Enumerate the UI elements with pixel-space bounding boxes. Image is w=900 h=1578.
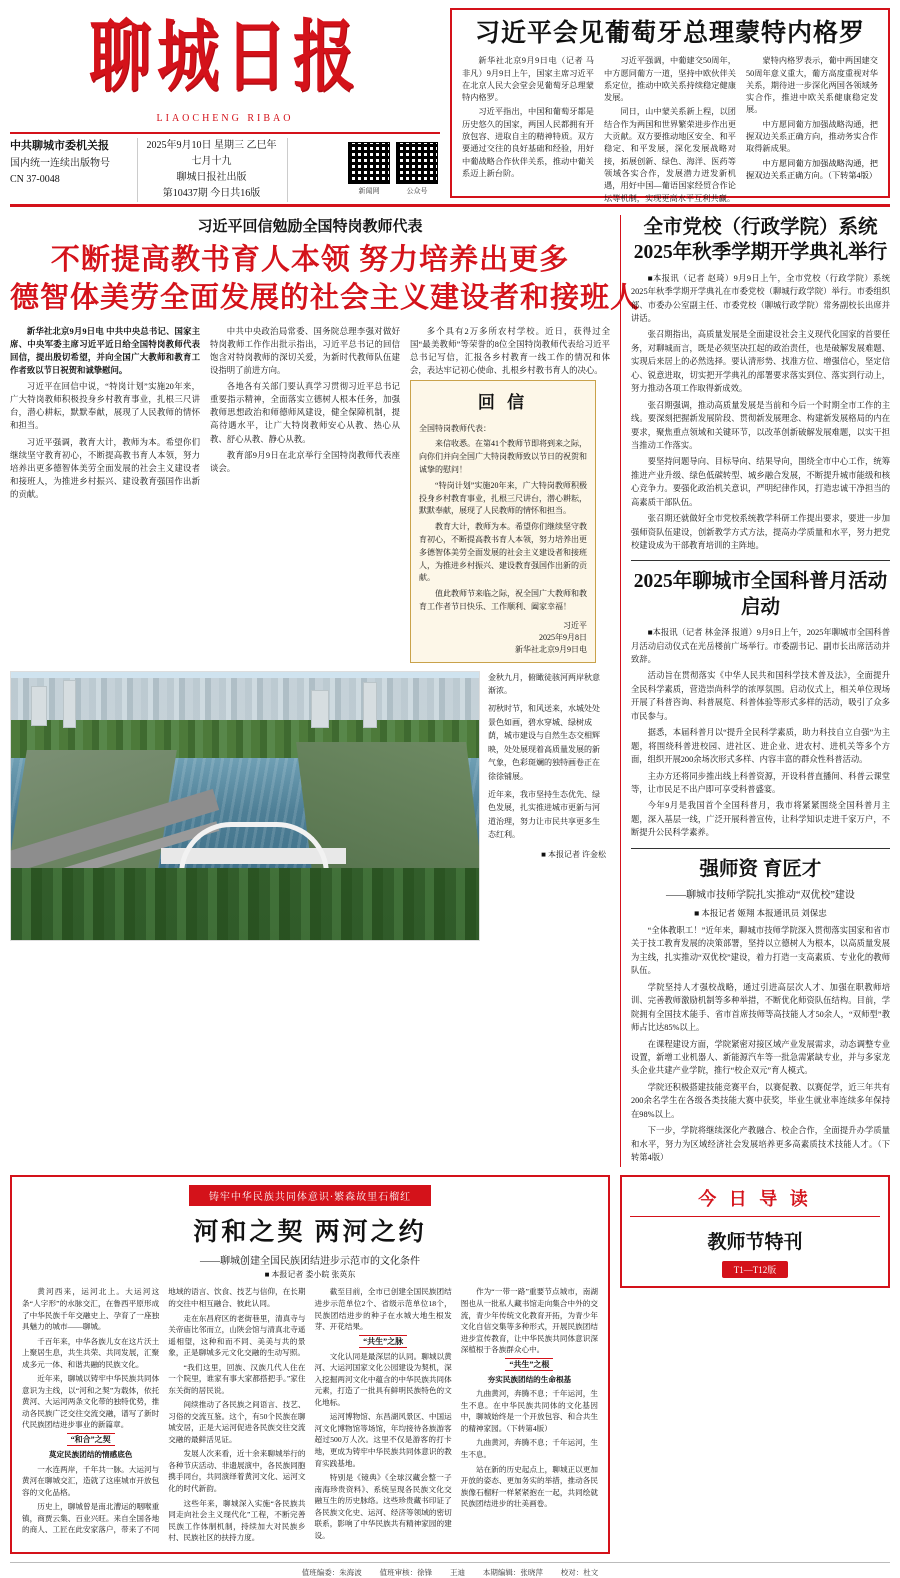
paragraph: “特岗计划”实施20年来，广大特岗教师积极投身乡村教育事业，扎根三尺讲台，潜心耕耘，默默奉献，展现了人民教师的情怀和担当。: [419, 480, 587, 516]
paragraph: ■本报讯（记者 赵琦）9月9日上午，全市党校（行政学院）系统2025年秋季学期开学典礼在市委党校（聊城行政学院）举行。市委组织部、市委办公室副主任、市委党校（聊城行政学院）常务副校长出席并讲话。: [631, 273, 890, 323]
footer-reviewer: 值班审核：徐锋: [379, 1567, 433, 1577]
masthead-intl-code: 国内统一连续出版物号: [10, 157, 110, 169]
paragraph: 活动旨在贯彻落实《中华人民共和国科学技术普及法》，全面提升全民科学素质，营造崇尚科学的浓厚氛围。启动仪式上，相关单位现场开展了科普咨询、科普展览、科普体验等形式多样的活动，吸引了众多市民参与。: [631, 671, 890, 721]
paragraph: 发展人次来看，近十余来聊城举行的各种节庆活动、非遗展演中，各民族同胞携手同台，共同演绎着黄河文化、运河文化的时代新韵。: [168, 1449, 306, 1493]
jump-note: 中方愿同葡方加强战略沟通，把握双边关系正确方向。（下转第4版）: [746, 158, 878, 180]
top-story-body: [462, 55, 878, 205]
masthead: [10, 8, 890, 203]
story3-body: [631, 924, 890, 1164]
feature-section-2-label: “共生”之脉: [359, 1335, 407, 1348]
today-guide: [620, 1175, 890, 1553]
paragraph: 习近平强调，教育大计，教师为本。希望你们继续坚守教育初心，不断提高教书育人本领，努力培养出更多德智体美劳全面发展的社会主义建设者和接班人，为推进乡村振兴、建设教育强国作出新的贡献。: [10, 437, 200, 499]
masthead-issue: 第10437期: [162, 188, 208, 200]
paragraph: 新华社北京9月9日电（记者 马非凡）9月9日上午，国家主席习近平在北京人民大会堂会见葡萄牙总理蒙特内格罗。: [462, 56, 594, 103]
feature-byline: ■ 本报记者 娄小皖 张英东: [264, 1270, 356, 1280]
paragraph: 截至目前，全市已创建全国民族团结进步示范单位2个、省级示范单位18个，民族团结进步的种子在水城大地生根发芽、开花结果。: [314, 1287, 452, 1332]
feature-ribbon-label: 铸牢中华民族共同体意识·繁森故里石榴红: [189, 1185, 431, 1206]
paragraph: 值此教师节来临之际，祝全国广大教师和教育工作者节日快乐、工作顺利、阖家幸福！: [419, 589, 587, 611]
paragraph: 特别是《镜典》《全球汉藏会整一子南海珍贵资料》、系统呈现各民族文化交融互生的历史脉络。这些珍贵藏书印证了各民族文化史、运河、经济等领域的密切联系，影响了中华民族共有精神家园的建设。: [314, 1473, 452, 1540]
paragraph: 文化认同是最深层的认同。聊城以黄河、大运河国家文化公园建设为契机，深入挖掘两河文化中蕴含的中华民族共同体元素，打造了一批具有鲜明民族特色的文化地标。: [314, 1351, 452, 1407]
feature-section-1: [22, 1434, 159, 1446]
paragraph: 主办方还将同步推出线上科普资源，开设科普直播间、科普云课堂等，让市民足不出户即可享受科普盛宴。: [631, 771, 890, 794]
masthead-pages: 今日共16版: [210, 188, 261, 200]
paragraph: 间续推动了各民族之间语言、技艺、习俗的交流互鉴。这个，有50个民族在聊城安居，正是大运河促进各民族交往交流交融的最鲜活见证。: [168, 1400, 306, 1444]
paragraph: 黄河西来，运河北上。大运河这条“人字形”的水脉交汇，在鲁西平原形成了中华民族千年交融史上、孕育了一座独具魅力的城市——聊城。: [22, 1287, 160, 1332]
masthead-date-block: [138, 138, 288, 202]
story3-subtitle: ——聊城市技师学院扎实推动“双优校”建设: [666, 890, 855, 902]
headline-line-1: 不断提高教书育人本领 努力培养出更多: [50, 244, 570, 276]
paragraph: 来信收悉。在第41个教师节即将到来之际，向你们并向全国广大特岗教师致以节日的祝贺和诚挚的慰问！: [419, 439, 587, 475]
reply-letter-title: 回 信: [477, 393, 529, 413]
masthead-divider: [10, 132, 440, 134]
guide-box[interactable]: [620, 1175, 890, 1288]
reply-source: 新华社北京9月9日电: [515, 644, 587, 654]
paragraph: 要坚持问题导向、目标导向、结果导向，围绕全市中心工作，统筹推进产业升级、绿色低碳转型、城乡融合发展，不断提升城市能级和核心竞争力。要强化政治机关意识，严明纪律作风，打造忠诚干净担当的高素质干部队伍。: [631, 457, 890, 507]
qr-caption: 新闻网: [358, 187, 380, 195]
qr-news-site[interactable]: [348, 142, 390, 196]
right-divider-1: [631, 560, 890, 561]
paragraph: 蒙特内格罗表示，葡中两国建交50周年意义重大，葡方高度重视对华关系，期待进一步深化两国各领域务实合作，推进中欧关系健康稳定发展。: [746, 56, 878, 115]
paragraph: 教育大计，教师为本。希望你们继续坚守教育初心，不断提高教书育人本领，努力培养出更多德智体美劳全面发展的社会主义建设者和接班人，为推进乡村振兴、建设教育强国作出新的贡献。: [419, 522, 587, 583]
paragraph: 运河博物馆、东昌湖风景区、中国运河文化博物馆等场馆，年均接待各族游客超过500万人次。这里不仅是游客的打卡地，更成为铸牢中华民族共同体意识的教育实践基地。: [314, 1412, 452, 1468]
top-story: [450, 8, 890, 203]
paragraph: 教育部9月9日在北京举行全国特岗教师代表座谈会。: [210, 450, 400, 473]
paragraph: 张召期指出，高质量发展是全面建设社会主义现代化国家的首要任务，对聊城而言，既是必须坚决扛起的政治责任，也是破解发展难题、实现后来居上的必然选择。要认清形势、找准方位、增强信心，坚定信心、锐意进取，切实把开学典礼的部署要求落实到位、落实到行动上，努力推动各项工作取得新成效。: [631, 330, 890, 394]
story2-body: [631, 626, 890, 840]
paragraph: 近年来，聊城以铸牢中华民族共同体意识为主线，以“河和之契”为载体，依托黄河、大运河两条文化带的独特优势，推动各民族广泛交往交流交融，谱写了新时代民族团结进步事业的新篇章。: [22, 1374, 160, 1430]
feature-section-3: [461, 1359, 598, 1371]
paragraph: 多个具有2万多所农村学校。近日，获得过全国“最美教师”等荣誉的8位全国特岗教师代表给习近平总书记写信，汇报各乡村教育一线工作的情况和体会，表达牢记初心使命、扎根乡村教书育人的决心。: [410, 327, 610, 376]
feature-section-1-label: “和合”之契: [67, 1433, 115, 1446]
aerial-river-photo: [10, 671, 480, 941]
reply-date: 2025年9月8日: [539, 632, 587, 642]
qr-code-icon[interactable]: [396, 142, 438, 184]
paragraph: 历史上，聊城曾是南北漕运的咽喉重镇，商贾云集、百业兴旺。来自全国各地的商人、工匠在此安家落户，带来了不同地域的语言、饮食、技艺与信仰，在长期的交往中相互融合、彼此认同。: [22, 1287, 306, 1535]
paragraph: 习近平指出，中国和葡萄牙都是历史悠久的国家，两国人民都拥有开放包容、进取自主的精神特质。双方要通过交往的良好基础和经验，用好中葡战略合作伙伴关系，推动中葡关系迈上新台阶。: [462, 107, 594, 178]
paragraph: 习近平在回信中说，“特岗计划”实施20年来，广大特岗教师积极投身乡村教育事业，扎根三尺讲台，潜心耕耘，默默奉献，展现了人民教师的情怀和担当。: [10, 382, 200, 431]
photo-skyline: [11, 678, 479, 726]
caption-line: 金秋九月，俯瞰徒骇河两岸秋意渐浓。: [488, 672, 600, 696]
bottom-section: [10, 1175, 890, 1553]
right-column: [620, 215, 890, 1167]
masthead-lunar: 乙巳年七月十九: [191, 140, 277, 168]
feature-body: [22, 1286, 598, 1543]
paragraph: 今年9月是我国首个全国科普月，我市将紧紧围绕全国科普月主题，深入基层一线，广泛开展科普宣传，让科学知识走进千家万户，不断提升公民科学素养。: [631, 801, 890, 838]
reply-letter-box: [410, 380, 596, 662]
right-story-3: [631, 857, 890, 1165]
qr-caption: 公众号: [406, 187, 428, 195]
masthead-org: 中共聊城市委机关报: [10, 140, 109, 153]
paragraph: 新华社北京9月9日电 中共中央总书记、国家主席、中央军委主席习近平近日给全国特岗教师代表回信，提出殷切希望，并向全国广大教师和教育工作者致以节日祝贺和诚挚慰问。: [10, 327, 200, 376]
footer-editor-duty: 值班编委：朱海波: [301, 1567, 362, 1577]
feature-subtitle: ——聊城创建全国民族团结进步示范市的文化条件: [200, 1256, 420, 1268]
story2-title: 2025年聊城市全国科普月活动启动: [633, 571, 888, 618]
footer-proofreader: 校对：杜文: [560, 1567, 599, 1577]
reply-signer: 习近平: [563, 620, 587, 630]
paragraph: 中共中央政治局常委、国务院总理李强对做好特岗教师工作作出批示指出，习近平总书记的回信饱含对特岗教师的深切关爱，为新时代教师队伍建设指明了前进方向。: [210, 327, 400, 376]
caption-line: 近年来，我市坚持生态优先、绿色发展，扎实推进城市更新与河道治理，努力让市民共享更多生态红利。: [488, 789, 600, 840]
masthead-cn: CN 37-0048: [10, 173, 60, 185]
paragraph: 一水连两岸，千年共一脉。大运河与黄河在聊城交汇，造就了这座城市开放包容的文化品格。: [22, 1464, 160, 1497]
guide-item[interactable]: 教师节特刊: [707, 1232, 803, 1254]
caption-line: 初秋时节，和风送来，水城处处景色如画，碧水穿城、绿树成荫，城市建设与自然生态交相辉映，处处展现着高质量发展的新气象，色彩斑斓的独特画卷正在徐徐铺展。: [488, 703, 600, 781]
masthead-date: 2025年9月10日: [146, 140, 212, 152]
guide-pages-badge: T1—T12版: [722, 1261, 789, 1278]
lead-headline: [10, 242, 641, 317]
photo-building: [31, 686, 47, 726]
newspaper-logo-pinyin: LIAOCHENG RIBAO: [156, 113, 294, 125]
paragraph: 张召期强调，推动高质量发展是当前和今后一个时期全市工作的主线。要深刻把握新发展阶段、贯彻新发展理念、构建新发展格局的内在要求，聚焦重点领域和关键环节，以改革创新破解发展难题，以实干担当推动工作落实。: [631, 400, 890, 450]
photo-building: [63, 680, 76, 728]
paragraph: “全体教职工！”近年来，聊城市技师学院深入贯彻落实国家和省市关于技工教育发展的决策部署，坚持以立德树人为根本，以高质量发展为主线，扎实推动“双优校”建设，着力打造一支高素质、专业化的教师队伍。: [631, 926, 890, 976]
newspaper-logo: 聊城日报: [88, 15, 361, 101]
story1-title-line1: 全市党校（行政学院）系统: [643, 217, 878, 238]
feature-article: [10, 1175, 610, 1553]
paragraph: 据悉，本届科普月以“提升全民科学素质，助力科技自立自强”为主题，将围绕科普进校园、进社区、进企业、进农村、进机关等多个方面，组织开展200余场次形式多样、内容丰富的群众性科普活动。: [631, 728, 890, 765]
paragraph: “我们这里，回族、汉族几代人住在一个院里，谁家有事大家都搭把手。”家住东关街的居民说。: [168, 1362, 306, 1395]
paragraph: 在课程建设方面，学院紧密对接区域产业发展需求，动态调整专业设置，新增工业机器人、新能源汽车等一批急需紧缺专业，并与多家龙头企业共建产业学院，推行“校企双元”育人模式。: [631, 1039, 890, 1076]
reply-signature: [419, 620, 587, 656]
lead-body: [10, 325, 610, 662]
masthead-weekday: 星期三: [214, 140, 244, 152]
paragraph: 下一步，学院将继续深化产教融合、校企合作，全面提升办学质量和水平，努力为区域经济社会发展培养更多高素质技术技能人才。（下转第4版）: [631, 1126, 890, 1163]
paragraph: 站在新的历史起点上，聊城正以更加开放的姿态、更加务实的举措，推动各民族像石榴籽一样紧紧抱在一起，共同绘就民族团结进步的壮美画卷。: [460, 1464, 598, 1509]
photo-block: [10, 671, 610, 941]
paragraph: 习近平强调，中葡建交50周年，中方愿同葡方一道，坚持中欧伙伴关系定位，推动中欧关系持续稳定健康发展。: [604, 56, 736, 103]
footer-editor: 本期编辑：张晓萍: [482, 1567, 543, 1577]
paragraph: 各地各有关部门要认真学习贯彻习近平总书记重要指示精神，全面落实立德树人根本任务，加强教师思想政治和师德师风建设，健全保障机制，提高待遇水平，让广大特岗教师安心从教、热心从教、舒心从教、静心从教。: [210, 382, 400, 444]
paragraph: 学院坚持人才强校战略，通过引进高层次人才、加强在职教师培训、完善教师激励机制等多种举措，不断优化师资队伍结构。目前，学院拥有全国技术能手、省市首席技师等高技能人才50余人，“双师型”教师占比达85%以上。: [631, 982, 890, 1033]
feature-section-2: [315, 1336, 452, 1348]
guide-divider: [630, 1216, 880, 1217]
footer-reviewer-2: 王迪: [450, 1567, 465, 1577]
paragraph: 九曲黄河，奔腾不息；千年运河，生生不息。: [460, 1438, 598, 1459]
paragraph: 同日，山中蒙关系新上程，以团结合作为两国和世界繁荣进步作出更大贡献。双方要推动地区安全、和平稳定、和平发展，深化发展战略对接，拓展创新、绿色、海洋、医药等领域各实合作，发展潜力迸发新机遇，用好中国—葡语国家经贸合作论坛等机制，实现更高水平互利共赢。: [604, 107, 736, 203]
story3-title: 强师资 育匠才: [699, 858, 822, 880]
paragraph: 九曲黄河，奔腾不息；千年运河，生生不息。在中华民族共同体的文化基因中，聊城始终是一个开放包容、和合共生的精神家园。（下转第4版）: [460, 1389, 598, 1433]
photo-building: [363, 682, 377, 728]
paragraph: ■本报讯（记者 林金泽 报道）9月9日上午，2025年聊城市全国科普月活动启动仪式在光岳楼前广场举行。市委副书记、副市长出席活动并致辞。: [631, 628, 890, 664]
paragraph: 全国特岗教师代表：: [419, 423, 491, 433]
photo-foreground-trees: [11, 868, 479, 940]
lead-col-3: [410, 325, 610, 662]
photo-credit: ■ 本报记者 许金松: [541, 849, 606, 859]
masthead-org-block: [10, 138, 138, 202]
qr-code-icon[interactable]: [348, 142, 390, 184]
feature-section-1-deck: 莫定民族团结的情感底色: [48, 1450, 133, 1459]
paragraph: 走在东昌府区的老街巷里，清真寺与关帝庙比邻而立，山陕会馆与清真北寺遥遥相望，这种和而不同、美美与共的景象，正是聊城多元文化交融的生动写照。: [168, 1313, 306, 1358]
main-content: [10, 215, 890, 1167]
headline-line-2: 德智体美劳全面发展的社会主义建设者和接班人: [10, 281, 641, 314]
top-story-title: 习近平会见葡萄牙总理蒙特内格罗: [474, 20, 865, 47]
story3-byline: ■ 本报记者 姬翔 本报通讯员 刘保忠: [694, 908, 827, 919]
paragraph: 中方愿同葡方加强战略沟通，把握双边关系正确方向，推动务实合作取得新成果。: [746, 119, 878, 154]
lead-col-2: [210, 325, 400, 662]
paragraph: 作为“一带一路”重要节点城市，南湖图也从一批私人藏书馆走向集合中外的交流，青少年传统文化教育开拓，为青少年文化自信交集等多种形式，开展民族团结进步宣传教育，让中华民族共同体意识深深植根于各族群众心中。: [460, 1287, 598, 1355]
masthead-publisher: 聊城日报社出版: [176, 172, 247, 184]
qr-wechat[interactable]: [396, 142, 438, 196]
masthead-left: [10, 8, 440, 198]
paragraph: 张召期还就做好全市党校系统教学科研工作提出要求，要进一步加强师资队伍建设，创新教学方式方法，提高办学质量和水平，努力把党校建设成为干部教育培训的主阵地。: [631, 514, 890, 550]
left-column: [10, 215, 641, 1167]
lead-col-1: [10, 325, 200, 662]
right-divider-2: [631, 848, 890, 849]
qr-group: [348, 142, 438, 196]
right-story-2: [631, 569, 890, 839]
story1-body: [631, 272, 890, 553]
story1-title-line2: 2025年秋季学期开学典礼举行: [633, 242, 888, 264]
feature-ribbon: [22, 1185, 598, 1206]
feature-section-3-deck: 夯实民族团结的生命根基: [487, 1374, 572, 1384]
guide-title: 今 日 导 读: [698, 1189, 812, 1210]
photo-building: [311, 690, 329, 728]
feature-section-3-label: “共生”之根: [505, 1358, 553, 1371]
paragraph: 这些年来，聊城深入实施“各民族共同走向社会主义现代化”工程，不断完善民族工作体制机制，持续加大对民族乡村、民族社区的扶持力度。: [168, 1498, 306, 1543]
paragraph: 千百年来，中华各族儿女在这片沃土上聚居生息，共生共荣、共同发展，汇聚成多元一体、和谐共融的民族文化。: [22, 1336, 160, 1369]
feature-title: 河和之契 两河之约: [193, 1219, 427, 1247]
lead-kicker: 习近平回信勉励全国特岗教师代表: [197, 219, 423, 235]
photo-caption: [488, 671, 606, 941]
paragraph: 学院还积极搭建技能竞赛平台，以赛促教、以赛促学，近三年共有200余名学生在各级各类技能大赛中获奖，毕业生就业率连续多年保持在98%以上。: [631, 1082, 890, 1119]
page-footer: [10, 1562, 890, 1578]
right-story-1: [631, 215, 890, 552]
